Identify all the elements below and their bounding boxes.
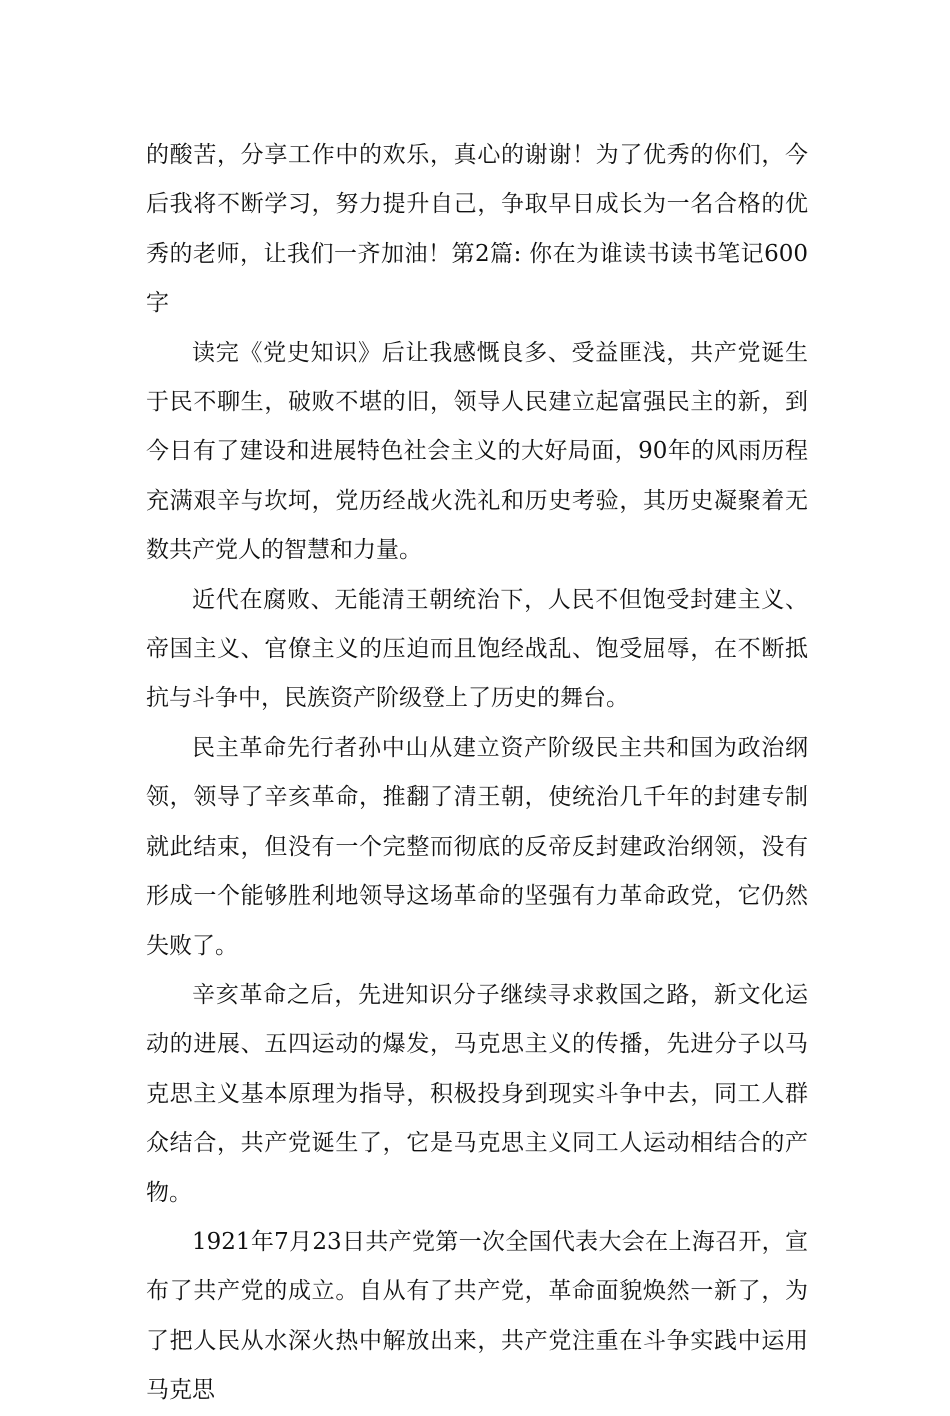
paragraph-1: 的酸苦，分享工作中的欢乐，真心的谢谢！为了优秀的你们，今后我将不断学习，努力提升自己，争取早日成长为一名合格的优秀的老师，让我们一齐加油！第2篇: 你在为谁读书读书笔记600字 (146, 142, 808, 317)
paragraph-3: 近代在腐败、无能清王朝统治下，人民不但饱受封建主义、帝国主义、官僚主义的压迫而且饱经战乱、饱受屈辱，在不断抵抗与斗争中，民族资产阶级登上了历史的舞台。 (146, 586, 808, 712)
paragraph-2: 读完《党史知识》后让我感慨良多、受益匪浅，共产党诞生于民不聊生，破败不堪的旧，领导人民建立起富强民主的新，到今日有了建设和进展特色社会主义的大好局面，90年的风雨历程充满艰辛与坎坷，党历经战火洗礼和历史考验，其历史凝聚着无数共产党人的智慧和力量。 (146, 339, 808, 564)
paragraph-6: 1921年7月23日共产党第一次全国代表大会在上海召开，宣布了共产党的成立。自从有了共产党，革命面貌焕然一新了，为了把人民从水深火热中解放出来，共产党注重在斗争实践中运用马克思 (146, 1228, 808, 1404)
paragraph-5: 辛亥革命之后，先进知识分子继续寻求救国之路，新文化运动的进展、五四运动的爆发，马克思主义的传播，先进分子以马克思主义基本原理为指导，积极投身到现实斗争中去，同工人群众结合，共产党诞生了，它是马克思主义同工人运动相结合的产物。 (146, 981, 808, 1206)
paragraph-4: 民主革命先行者孙中山从建立资产阶级民主共和国为政治纲领，领导了辛亥革命，推翻了清王朝，使统治几千年的封建专制就此结束，但没有一个完整而彻底的反帝反封建政治纲领，没有形成一个能够胜利地领导这场革命的坚强有力革命政党，它仍然失败了。 (146, 734, 808, 959)
document-body (146, 131, 808, 1416)
